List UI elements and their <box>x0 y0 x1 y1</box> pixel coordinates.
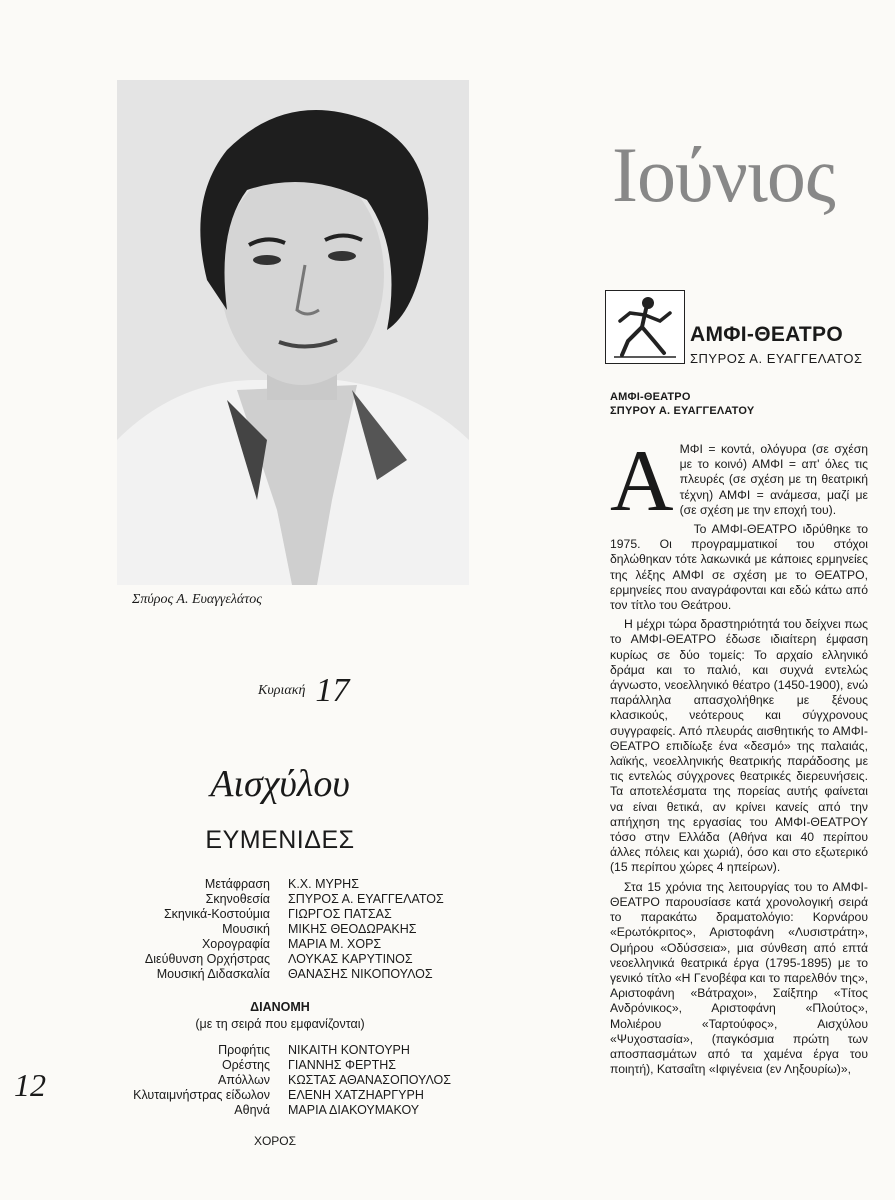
performance-date <box>258 672 349 710</box>
running-figure-icon <box>606 291 684 363</box>
organization-director: ΣΠΥΡΟΣ Α. ΕΥΑΓΓΕΛΑΤΟΣ <box>690 351 863 366</box>
article-paragraph: ΜΦΙ = κοντά, ολόγυρα (σε σχέση με το κοινό) ΑΜΦΙ = απ' όλες τις πλευρές (σε σχέση με τη θεατρική τέχνη) ΑΜΦΙ = ανάμεσα, μαζί με (σε σχέση με την εποχή του). <box>679 442 868 517</box>
cast-name: ΜΑΡΙΑ ΔΙΑΚΟΥΜΑΚΟΥ <box>288 1103 420 1117</box>
cast-name: ΝΙΚΑΙΤΗ ΚΟΝΤΟΥΡΗ <box>288 1043 410 1057</box>
playwright-name: Αισχύλου <box>210 763 350 805</box>
credit-row <box>100 907 480 922</box>
photo-caption: Σπύρος Α. Ευαγγελάτος <box>132 592 262 607</box>
credits-list <box>100 877 480 982</box>
credit-role: Σκηνοθεσία <box>205 892 270 906</box>
credit-role: Μουσική Διδασκαλία <box>156 967 270 981</box>
cast-name: ΚΩΣΤΑΣ ΑΘΑΝΑΣΟΠΟΥΛΟΣ <box>288 1073 451 1087</box>
day-number: 17 <box>315 672 350 709</box>
article-heading-line-1: ΑΜΦΙ-ΘΕΑΤΡΟ <box>610 391 691 403</box>
credit-name: ΜΙΚΗΣ ΘΕΟΔΩΡΑΚΗΣ <box>288 922 417 936</box>
cast-role: Ορέστης <box>221 1058 270 1072</box>
credit-name: ΛΟΥΚΑΣ ΚΑΡΥΤΙΝΟΣ <box>288 952 413 966</box>
portrait-photo <box>117 80 469 585</box>
cast-name: ΓΙΑΝΝΗΣ ΦΕΡΤΗΣ <box>288 1058 397 1072</box>
credit-role: Διεύθυνση Ορχήστρας <box>144 952 270 966</box>
cast-role: Αθηνά <box>234 1103 270 1117</box>
cast-row <box>100 1058 480 1073</box>
credit-row <box>100 877 480 892</box>
article-paragraph: Η μέχρι τώρα δραστηριότητά του δείχνει πως το ΑΜΦΙ-ΘΕΑΤΡΟ έδωσε ιδιαίτερη έμφαση κυρίως σε δύο τομείς: Το αρχαίο ελληνικό δράμα και το παλιό, και συχνά εντελώς άγνωστο, νεοελληνικό θέατρο (1450-1900), ενώ παράλληλα απασχολήθηκε με ξένους κλασικούς, νεότερους και σύγχρονους συγγραφείς. Από πλευράς αισθητικής το ΑΜΦΙ-ΘΕΑΤΡΟ επιδίωξε ένα «δεσμό» της παλαιάς, λαϊκής, νεοελληνικής θεατρικής παράδοσης με τις εντελώς σύγχρονες θεατρικές διερευνήσεις. Τα αποτελέσματα της πορείας αυτής φαίνεται να είναι θετικά, αν κρίνει κανείς από την απήχηση της εργασίας του ΑΜΦΙ-ΘΕΑΤΡΟΥ τόσο στην Ελλάδα (Αθήνα και 40 περίπου άλλες πόλεις και χωριά), όσο και στο εξωτερικό (15 περίπου χώρες 4 ηπείρων). <box>610 617 868 875</box>
portrait-illustration <box>117 80 469 585</box>
theatre-logo <box>605 290 685 364</box>
credit-role: Σκηνικά-Κοστούμια <box>163 907 270 921</box>
distribution-heading: ΔΙΑΝΟΜΗ <box>250 1000 310 1014</box>
credit-row <box>100 892 480 907</box>
cast-name: ΕΛΕΝΗ ΧΑΤΖΗΑΡΓΥΡΗ <box>288 1088 424 1102</box>
organization-name: ΑΜΦΙ-ΘΕΑΤΡΟ <box>690 323 843 346</box>
article-paragraph: Στα 15 χρόνια της λειτουργίας του το ΑΜΦΙ-ΘΕΑΤΡΟ παρουσίασε κατά χρονολογική σειρά το παρακάτω δραματολόγιο: Κορνάρου «Ερωτόκριτος», Αριστοφάνη «Λυσιστράτη», Ομήρου «Οδύσσεια», μια σύνθεση από επτά νεοελληνικά θεατρικά έργα (1795-1895) με το γενικό τίτλο «Η Γενοβέφα και το παρελθόν της», Αριστοφάνη «Βάτραχοι», Σαίξπηρ «Τίτος Ανδρόνικος», Αριστοφάνη «Πλούτος», Μολιέρου «Ταρτούφος», Αισχύλου «Ψυχοστασία», (παγκόσμια πρώτη των αποσπασμάτων από τα χαμένα έργα του ποιητή), Κατσαΐτη «Ιφιγένεια (εν Ληξουρίω)», <box>610 879 868 1077</box>
credit-name: Κ.Χ. ΜΥΡΗΣ <box>288 877 359 891</box>
credit-role: Μουσική <box>222 922 270 936</box>
distribution-subtitle: (με τη σειρά που εμφανίζονται) <box>195 1017 365 1031</box>
play-title: ΕΥΜΕΝΙΔΕΣ <box>205 826 355 854</box>
credit-role: Χορογραφία <box>201 937 270 951</box>
credit-row <box>100 937 480 952</box>
cast-row <box>100 1088 480 1103</box>
cast-list <box>100 1043 480 1118</box>
article-heading-line-2: ΣΠΥΡΟΥ Α. ΕΥΑΓΓΕΛΑΤΟΥ <box>610 405 755 417</box>
page-number: 12 <box>14 1067 46 1103</box>
cast-row <box>100 1043 480 1058</box>
cast-row <box>100 1103 480 1118</box>
credit-role: Μετάφραση <box>204 877 270 891</box>
credit-name: ΘΑΝΑΣΗΣ ΝΙΚΟΠΟΥΛΟΣ <box>288 967 433 981</box>
credit-name: ΜΑΡΙΑ Μ. ΧΟΡΣ <box>288 937 382 951</box>
credit-row <box>100 952 480 967</box>
drop-cap: Α <box>610 433 674 530</box>
chorus-label: ΧΟΡΟΣ <box>253 1134 297 1148</box>
credit-row <box>100 922 480 937</box>
credit-name: ΓΙΩΡΓΟΣ ΠΑΤΣΑΣ <box>288 907 392 921</box>
cast-role: Κλυταιμνήστρας είδωλον <box>133 1088 270 1102</box>
cast-role: Απόλλων <box>218 1073 270 1087</box>
cast-row <box>100 1073 480 1088</box>
article-paragraph: Το ΑΜΦΙ-ΘΕΑΤΡΟ ιδρύθηκε το 1975. Οι προγραμματικοί του στόχοι δηλώθηκαν τότε λακωνικά με κάποιες ερμηνείες της λέξης ΑΜΦΙ σε σχέση με το ΘΕΑΤΡΟ, ερμηνείες που αναγράφονται και εδώ κάτω από τον τίτλο του Θεάτρου. <box>610 522 868 613</box>
month-heading: Ιούνιος <box>612 131 835 218</box>
credit-row <box>100 967 480 982</box>
cast-role: Προφήτις <box>218 1043 270 1057</box>
day-name: Κυριακή <box>258 683 306 698</box>
article-body <box>610 433 868 1077</box>
credit-name: ΣΠΥΡΟΣ Α. ΕΥΑΓΓΕΛΑΤΟΣ <box>288 892 444 906</box>
